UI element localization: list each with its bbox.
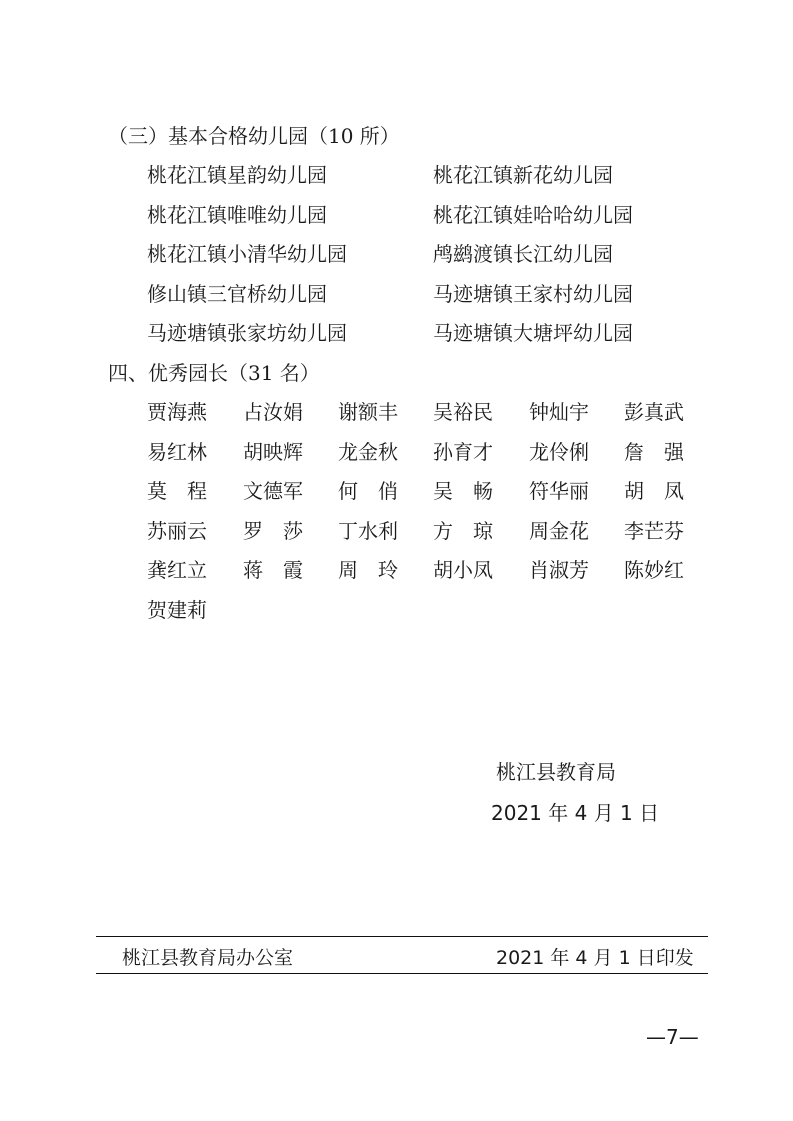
kindergarten-item: 鸬鹚渡镇长江幼儿园 bbox=[433, 242, 613, 266]
signature-org: 桃江县教育局 bbox=[496, 760, 616, 784]
kindergarten-item: 桃花江镇新花幼儿园 bbox=[433, 163, 613, 187]
principal-name: 周金花 bbox=[529, 519, 589, 543]
principal-name: 易红林 bbox=[147, 440, 207, 464]
kindergarten-item: 桃花江镇小清华幼儿园 bbox=[147, 242, 347, 266]
principal-name: 龚红立 bbox=[147, 558, 207, 582]
principal-name: 陈妙红 bbox=[624, 558, 684, 582]
principal-name: 吴裕民 bbox=[433, 400, 493, 424]
principal-name: 李芒芬 bbox=[624, 519, 684, 543]
footer-top-rule bbox=[96, 936, 708, 937]
principal-name: 胡映辉 bbox=[243, 440, 303, 464]
principal-name: 何 俏 bbox=[338, 479, 398, 503]
principal-name: 贾海燕 bbox=[147, 400, 207, 424]
principal-name: 谢额丰 bbox=[338, 400, 398, 424]
principal-name: 詹 强 bbox=[624, 440, 684, 464]
principal-name: 蒋 霞 bbox=[243, 558, 303, 582]
page-number: —7— bbox=[646, 1025, 699, 1049]
principal-name: 莫 程 bbox=[147, 479, 207, 503]
principal-name: 丁水利 bbox=[338, 519, 398, 543]
kindergarten-item: 马迹塘镇王家村幼儿园 bbox=[433, 282, 633, 306]
kindergarten-item: 桃花江镇娃哈哈幼儿园 bbox=[433, 203, 633, 227]
principal-name: 罗 莎 bbox=[243, 519, 303, 543]
kindergarten-item: 马迹塘镇大塘坪幼儿园 bbox=[433, 321, 633, 345]
principal-name: 龙金秋 bbox=[338, 440, 398, 464]
kindergarten-item: 桃花江镇星韵幼儿园 bbox=[147, 163, 327, 187]
principal-name: 贺建莉 bbox=[147, 598, 207, 622]
kindergarten-item: 马迹塘镇张家坊幼儿园 bbox=[147, 321, 347, 345]
principal-name: 孙育才 bbox=[433, 440, 493, 464]
principal-name: 苏丽云 bbox=[147, 519, 207, 543]
principal-name: 彭真武 bbox=[624, 400, 684, 424]
principal-name: 龙伶俐 bbox=[529, 440, 589, 464]
footer-bottom-rule bbox=[96, 973, 708, 974]
section3-heading: （三）基本合格幼儿园（10 所） bbox=[108, 124, 400, 148]
section4-heading: 四、优秀园长（31 名） bbox=[108, 361, 320, 385]
principal-name: 胡小凤 bbox=[433, 558, 493, 582]
signature-date: 2021 年 4 月 1 日 bbox=[491, 801, 660, 825]
footer-issue-date: 2021 年 4 月 1 日印发 bbox=[496, 947, 694, 969]
principal-name: 符华丽 bbox=[529, 479, 589, 503]
principal-name: 胡 凤 bbox=[624, 479, 684, 503]
kindergarten-item: 修山镇三官桥幼儿园 bbox=[147, 282, 327, 306]
kindergarten-item: 桃花江镇唯唯幼儿园 bbox=[147, 203, 327, 227]
principal-name: 钟灿宇 bbox=[529, 400, 589, 424]
principal-name: 方 琼 bbox=[433, 519, 493, 543]
principal-name: 占汝娟 bbox=[243, 400, 303, 424]
footer-issuer: 桃江县教育局办公室 bbox=[122, 947, 294, 969]
principal-name: 吴 畅 bbox=[433, 479, 493, 503]
principal-name: 肖淑芳 bbox=[529, 558, 589, 582]
principal-name: 周 玲 bbox=[338, 558, 398, 582]
principal-name: 文德军 bbox=[243, 479, 303, 503]
